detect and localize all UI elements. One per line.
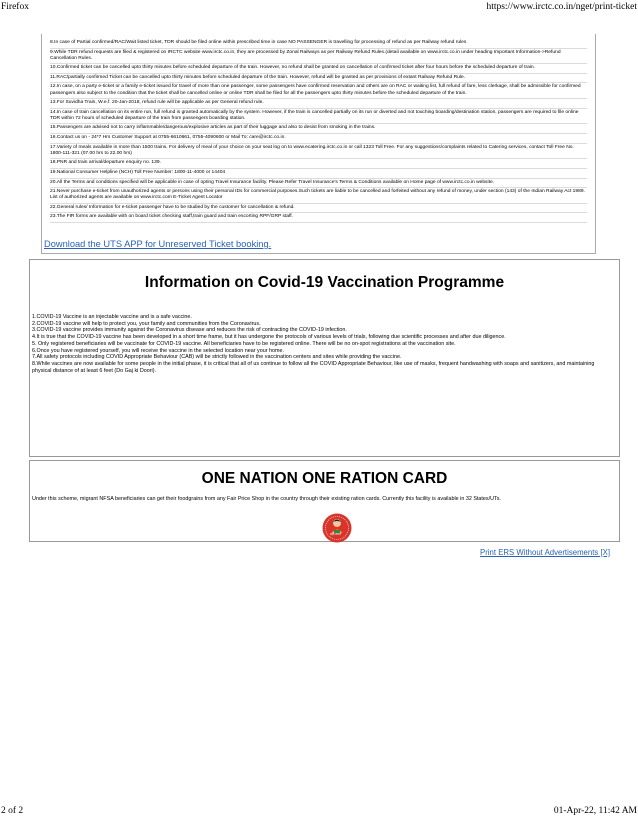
- covid-point: 4.It is true that the COVID-19 vaccine has been developed in a short time frame, but it has undergone the protocols of various levels of trials, following due scientific processes and after due diligence.: [32, 334, 506, 341]
- covid-points: [32, 314, 613, 374]
- ration-card-section: [29, 460, 620, 542]
- terms-item: 23.The FIR forms are available with on board ticket checking staff,train guard and train escorting RPF/GRP staff.: [50, 213, 587, 223]
- covid-title: Information on Covid-19 Vaccination Programme: [144, 274, 505, 291]
- covid-point: 6.Once you have registered yourself, you will receive the vaccine in the selected location near your home.: [32, 347, 284, 354]
- terms-item: 10.Confirmed ticket can be cancelled upto thirty minutes before scheduled departure of the train. However, no refund shall be granted on cancellation of confirmed ticket after four hours before the scheduled departure of train.: [50, 64, 587, 74]
- terms-panel: [41, 34, 596, 254]
- terms-item: 17.Variety of meals available in more than 1500 trains. For delivery of meal of your choice on your seat log on to www.ecatering.irctc.co.in or call 1323 Toll Free. For any suggestions/complaints related to Catering services, contact Toll Free No. 1800-111-321 (07.00 hrs to 22.00 hrs): [50, 144, 587, 160]
- print-header: [0, 2, 638, 16]
- terms-item: 19.National Consumer Helpline (NCH) Toll Free Number: 1800-11-4000 or 14404: [50, 169, 587, 179]
- covid-point: 8.While vaccines are now available for some people in the initial phase, it is critical that all of us continue to follow all the COVID Appropriate Behaviour, like use of masks, frequent handwashing with soaps and sanitizers, and maintaining physical distance of at least 6 feet (Do Gaj ki Doori).: [32, 360, 595, 374]
- covid-point: 2.COVID-19 vaccine will help to protect you, your family and communities from the Coronavirus.: [32, 320, 261, 327]
- ration-description: Under this scheme, migrant NFSA beneficiaries can get their foodgrains from any Fair Price Shop in the country through their existing ration cards. Currently this facility is available in 32 States/UTs.: [32, 496, 501, 502]
- print-footer: [0, 806, 638, 820]
- terms-item: 12.In case, on a party e-ticket or a family e-ticket issued for travel of more than one passenger, some passengers have confirmed reservation and others are on RAC or waiting list, full refund of fare, less clerkage, shall be admissible for confirmed passengers also subject to the condition that the ticket shall be cancelled online or online TDR shall be filed for all the passengers upto thirty minutes before the scheduled departure of the train.: [50, 83, 587, 99]
- print-ers-link[interactable]: Print ERS Without Advertisements [X]: [480, 548, 610, 557]
- print-datetime: 01-Apr-22, 11:42 AM: [553, 806, 637, 816]
- terms-item: 16.Contact us on - 24*7 Hrs Customer Support at 0755-6610661, 0755-4090600 or Mail To: care@irctc.co.in.: [50, 134, 587, 144]
- terms-item: 9.While TDR refund requests are filed & registered on IRCTC website www.irctc.co.in, they are processed by Zonal Railways as per Railway Refund Rules.(detail available on www.irctc.co.in under heading Important Information->Refund Cancellation Rules.: [50, 49, 587, 65]
- terms-item: 13.For Suvidha Train, W.e.f. 20-Jan-2018, refund rule will be applicable as per General refund rule.: [50, 99, 587, 109]
- page-url: https://www.irctc.co.in/nget/print-ticket: [486, 2, 637, 12]
- terms-item: 15.Passengers are advised not to carry inflammable/dangerous/explosive articles as part of their luggage and also to desist from smoking in the trains.: [50, 124, 587, 134]
- covid-point: 7.All safety protocols including COVID Appropriate Behaviour (CAB) will be strictly followed in the vaccination centers and sites while providing the vaccine.: [32, 354, 402, 361]
- ration-title: ONE NATION ONE RATION CARD: [201, 470, 448, 487]
- terms-item: 22.General rules/ Information for e-ticket passenger have to be studied by the customer for cancellation & refund.: [50, 204, 587, 214]
- covid-point: 3.COVID-19 vaccine provides immunity against the Coronavirus disease and reduces the risk of contracting the COVID-19 infection.: [32, 327, 347, 334]
- terms-item: 20.All the Terms and conditions specified will be applicable in case of opting Travel Insurance facility. Please Refer Travel Insurance's Terms & Conditions available on Home page of www.irctc.co.in website.: [50, 179, 587, 189]
- terms-list: [42, 34, 595, 223]
- ration-card-logo-icon: [322, 513, 352, 543]
- browser-name: Firefox: [1, 2, 29, 12]
- covid-vaccination-section: [29, 259, 620, 457]
- terms-item: 21.Never purchase e-ticket from unauthorized agents or persons using their personal IDs for commercial purposes.Such tickets are liable to be cancelled and forfeited without any refund of money, under section (143) of the Indian Railway Act 1989. List of authorized agents are available on www.irctc.com E-Ticket Agent Locator: [50, 188, 587, 204]
- terms-item: 18.PNR and train arrival/departure enquiry no. 139.: [50, 159, 587, 169]
- terms-item: 14.In case of train cancellation on its entire run, full refund is granted automatically by the system. However, if the train is cancelled partially on its run or diverted and not touching boarding/destination station, passengers are required to file online TDR within 72 hours of scheduled departure of the train from passengers boarding station.: [50, 109, 587, 125]
- uts-app-link[interactable]: Download the UTS APP for Unreserved Ticket booking.: [44, 239, 272, 249]
- covid-point: 1.COVID-19 Vaccine is an injectable vaccine and is a safe vaccine.: [32, 314, 192, 320]
- page-count: 2 of 2: [1, 806, 24, 816]
- ration-logo-text: सही राशन: [330, 532, 341, 536]
- covid-point: 5. Only registered beneficiaries will be vaccinate for COVID-19 vaccine. All beneficiaries have to be registered online. There will be no on-spot registrations at the vaccination site.: [32, 340, 456, 347]
- terms-item: 8.In case of Partial confirmed/RAC/Wait listed ticket, TDR should be filed online within prescribed time in case NO PASSENGER is travelling for processing of refund as per Railway refund rules: [50, 39, 587, 49]
- terms-item: 11.RAC/partially confirmed Ticket can be cancelled upto thirty minutes before scheduled departure of the train. However, refund will be granted as per provisions of extant Railway Refund Rule.: [50, 74, 587, 84]
